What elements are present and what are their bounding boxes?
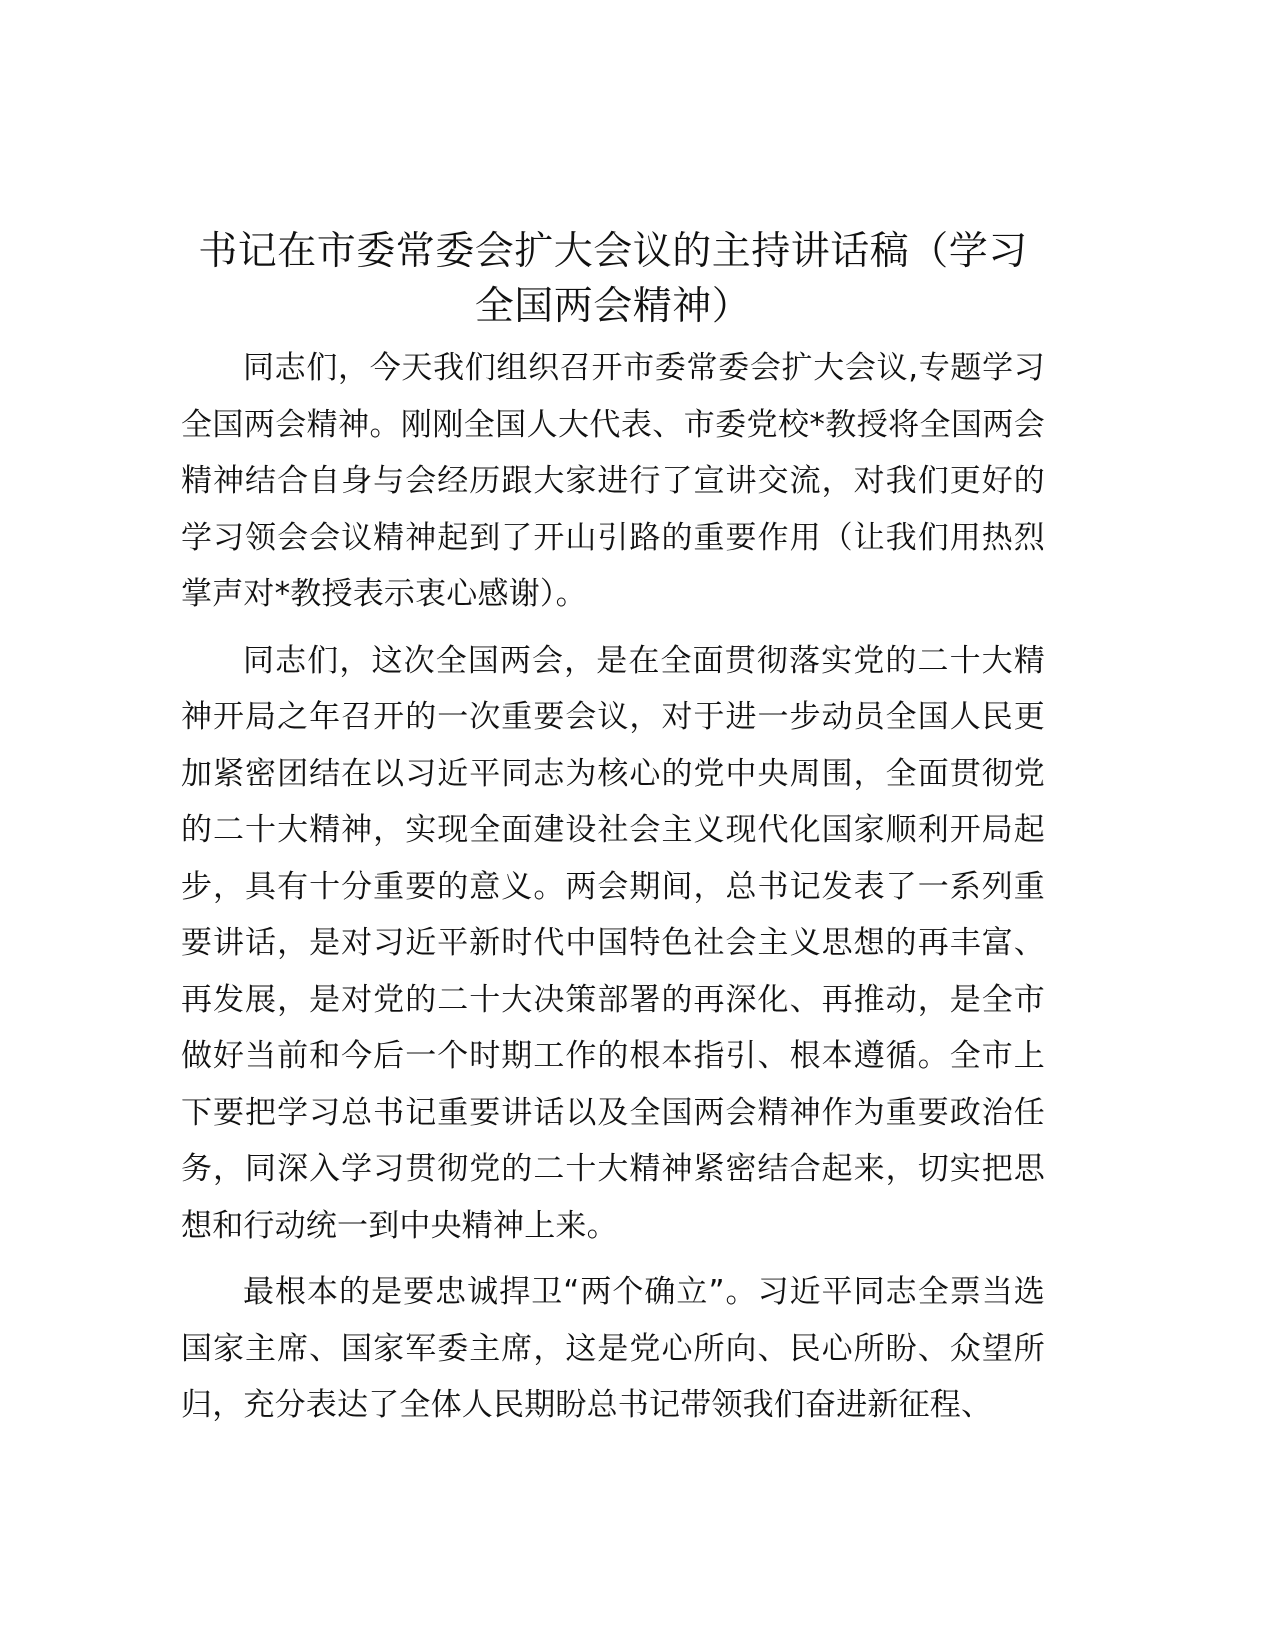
paragraph-two-establishments: 最根本的是要忠诚捍卫“两个确立”。习近平同志全票当选国家主席、国家军委主席，这是党心所向、民心所盼、众望所归，充分表达了全体人民期盼总书记带领我们奋进新征程、 — [181, 1274, 1045, 1423]
document-title: 书记在市委常委会扩大会议的主持讲话稿（学习全国两会精神） — [198, 229, 1028, 329]
paragraph-opening: 同志们，今天我们组织召开市委常委会扩大会议,专题学习全国两会精神。刚刚全国人大代表、市委党校*教授将全国两会精神结合自身与会经历跟大家进行了宣讲交流，对我们更好的学习领会会议精神起到了开山引路的重要作用（让我们用热烈掌声对*教授表示衷心感谢）。 — [181, 350, 1045, 612]
paragraph-significance: 同志们，这次全国两会，是在全面贯彻落实党的二十大精神开局之年召开的一次重要会议，对于进一步动员全国人民更加紧密团结在以习近平同志为核心的党中央周围，全面贯彻党的二十大精神，实现全面建设社会主义现代化国家顺利开局起步，具有十分重要的意义。两会期间，总书记发表了一系列重要讲话，是对习近平新时代中国特色社会主义思想的再丰富、再发展，是对党的二十大决策部署的再深化、再推动，是全市做好当前和今后一个时期工作的根本指引、根本遵循。全市上下要把学习总书记重要讲话以及全国两会精神作为重要政治任务，同深入学习贯彻党的二十大精神紧密结合起来，切实把思想和行动统一到中央精神上来。 — [181, 642, 1045, 1244]
document-body — [181, 340, 1045, 1444]
